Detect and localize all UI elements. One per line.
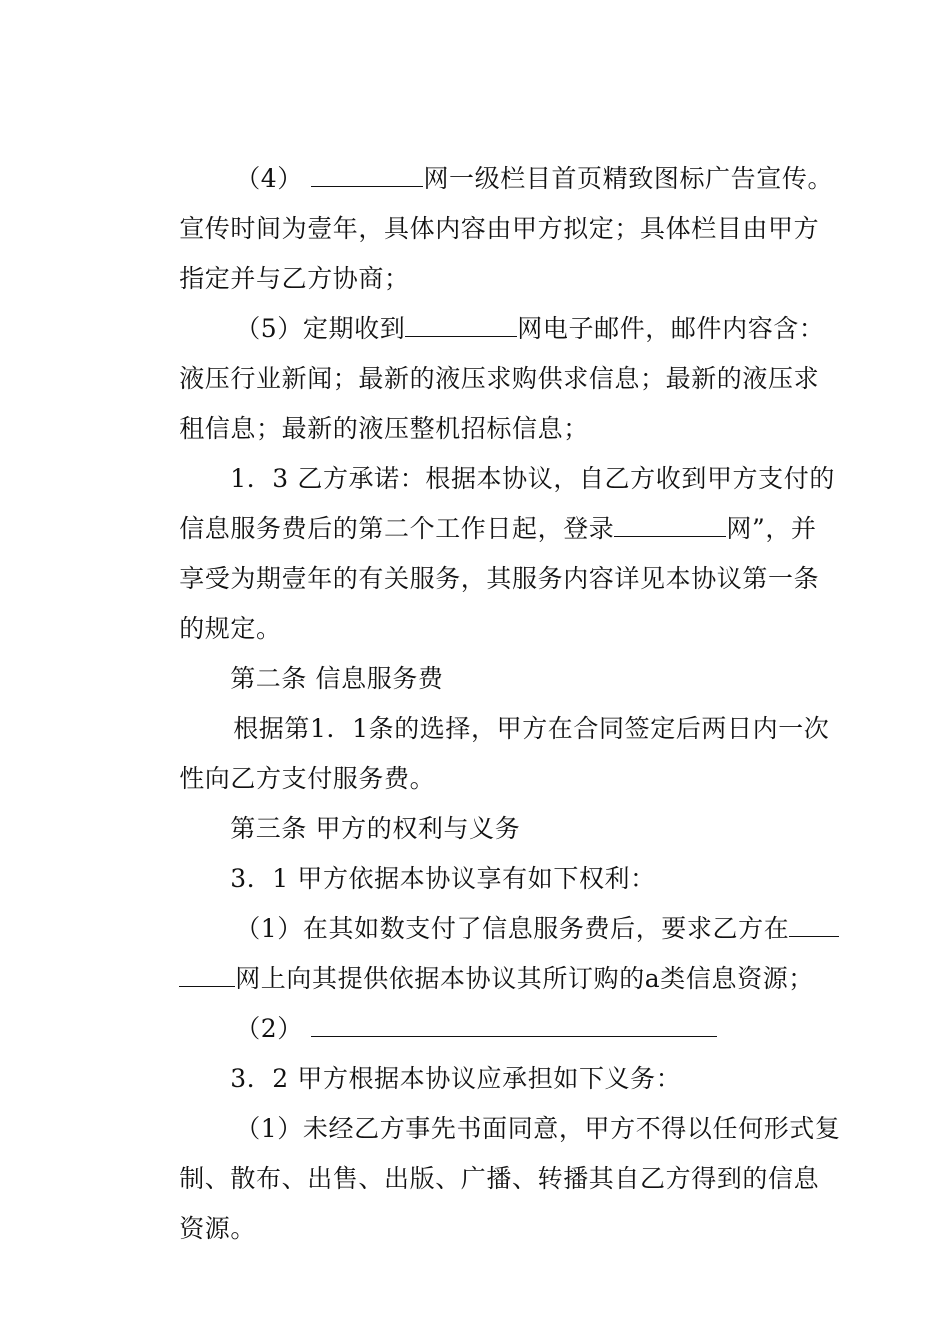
text-run: 租信息；最新的液压整机招标信息； [179,414,589,443]
text-run: 网”，并 [726,514,817,543]
text-run: 网电子邮件，邮件内容含： [517,314,825,343]
text-line [145,734,950,793]
text-line [145,934,950,993]
text-line [201,884,950,943]
text-line [145,484,950,543]
section-heading [196,634,950,693]
text-line [145,384,950,443]
text-run: 1．3 乙方承诺：根据本协议，自乙方收到甲方支付的 [230,464,835,493]
text-line [196,434,950,493]
text-run: （1）在其如数支付了信息服务费后，要求乙方在 [235,914,790,943]
text-line [145,534,950,593]
text-run: 的规定。 [179,614,282,643]
text-run: （2） [235,1014,312,1043]
text-line [196,1034,950,1093]
text-line [196,834,950,893]
text-line [145,334,950,393]
text-run: 资源。 [179,1214,256,1243]
text-run: （4） [235,164,312,193]
text-run: 信息服务费后的第二个工作日起，登录 [179,514,615,543]
text-run: 网上向其提供依据本协议其所订购的a类信息资源； [235,964,814,993]
text-run: 3．2 甲方根据本协议应承担如下义务： [230,1064,682,1093]
text-run: 根据第1．1条的选择，甲方在合同签定后两日内一次 [233,714,830,743]
text-line [201,984,950,1043]
text-line [199,684,950,743]
text-run: 网一级栏目首页精致图标广告宣传。 [423,164,834,193]
text-line [145,234,950,293]
text-run: （5）定期收到 [235,314,406,343]
text-run: 指定并与乙方协商； [179,264,410,293]
text-run: 第三条 甲方的权利与义务 [230,814,521,843]
text-run: 宣传时间为壹年，具体内容由甲方拟定；具体栏目由甲方 [179,214,820,243]
text-run: 享受为期壹年的有关服务，其服务内容详见本协议第一条 [179,564,820,593]
text-run: 第二条 信息服务费 [230,664,444,693]
text-line [201,1084,950,1143]
text-line [145,584,950,643]
text-line [145,1184,950,1243]
text-line [145,184,950,243]
section-heading [196,784,950,843]
text-line [201,134,950,193]
text-line [145,1134,950,1193]
text-line [201,284,950,343]
text-run: 3．1 甲方依据本协议享有如下权利： [230,864,656,893]
text-run: 性向乙方支付服务费。 [179,764,436,793]
text-run: （1）未经乙方事先书面同意，甲方不得以任何形式复 [235,1114,841,1143]
text-run: 液压行业新闻；最新的液压求购供求信息；最新的液压求 [179,364,820,393]
text-run: 制、散布、出售、出版、广播、转播其自乙方得到的信息 [179,1164,820,1193]
